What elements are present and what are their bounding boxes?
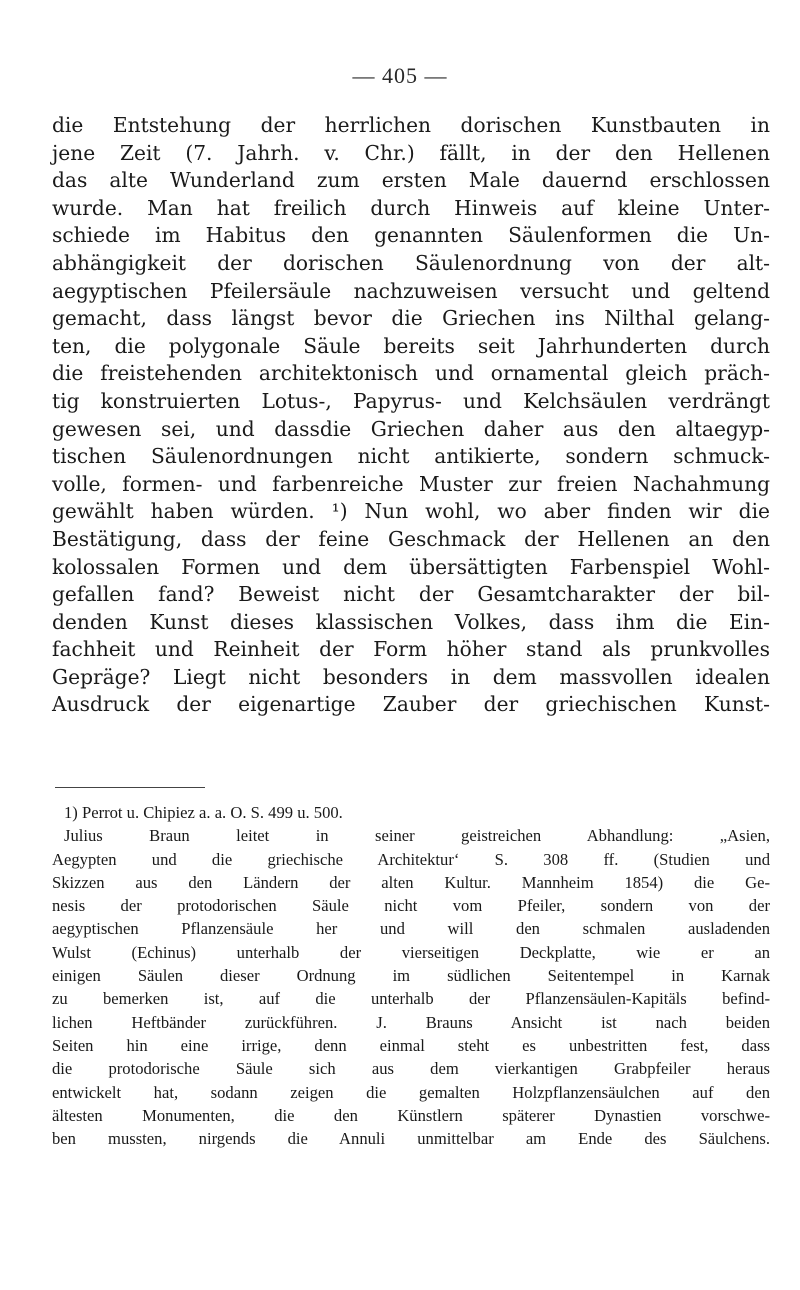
footnote-line: nesis der protodorischen Säule nicht vom Pfeiler, sondern von der xyxy=(52,896,770,916)
body-line: gewählt haben würden. ¹) Nun wohl, wo aber finden wir die xyxy=(52,499,770,524)
body-text xyxy=(52,112,770,719)
footnote-line: ben mussten, nirgends die Annuli unmittelbar am Ende des Säulchens. xyxy=(52,1129,770,1149)
page-number: — 405 — xyxy=(352,63,448,88)
footnote-line: Seiten hin eine irrige, denn einmal steht es unbestritten fest, dass xyxy=(52,1035,770,1055)
body-line: wurde. Man hat freilich durch Hinweis auf kleine Unter- xyxy=(52,195,770,220)
body-line: abhängigkeit der dorischen Säulenordnung von der alt- xyxy=(52,250,770,275)
footnote-rule xyxy=(55,787,205,788)
footnote-line: Julius Braun leitet in seiner geistreichen Abhandlung: „Asien, xyxy=(64,826,770,846)
body-line: die Entstehung der herrlichen dorischen Kunstbauten in xyxy=(52,113,770,137)
footnote-line: aegyptischen Pflanzensäule her und will den schmalen ausladenden xyxy=(52,919,770,939)
footnotes xyxy=(52,801,770,1150)
body-line: ten, die polygonale Säule bereits seit Jahrhunderten durch xyxy=(52,333,770,358)
body-line: kolossalen Formen und dem übersättigten Farbenspiel Wohl- xyxy=(52,554,770,579)
footnote-line: Skizzen aus den Ländern der alten Kultur. Mannheim 1854) die Ge- xyxy=(52,872,770,892)
footnote-line: einigen Säulen dieser Ordnung im südlichen Seitentempel in Karnak xyxy=(52,966,770,986)
footnote-line: Aegypten und die griechische Architektur‘ S. 308 ff. (Studien und xyxy=(52,849,770,869)
footnote-line: die protodorische Säule sich aus dem vierkantigen Grabpfeiler heraus xyxy=(52,1059,770,1079)
body-line: schiede im Habitus den genannten Säulenformen die Un- xyxy=(52,223,770,248)
body-line: gemacht, dass längst bevor die Griechen ins Nilthal gelang- xyxy=(52,306,770,331)
body-line: das alte Wunderland zum ersten Male dauernd erschlossen xyxy=(52,168,770,193)
body-line: gefallen fand? Beweist nicht der Gesamtcharakter der bil- xyxy=(52,582,770,607)
body-line: Ausdruck der eigenartige Zauber der griechischen Kunst- xyxy=(52,692,770,717)
footnote-line: Wulst (Echinus) unterhalb der vierseitigen Deckplatte, wie er an xyxy=(52,942,770,962)
body-line: tischen Säulenordnungen nicht antikierte, sondern schmuck- xyxy=(52,444,770,469)
footnote-line: entwickelt hat, sodann zeigen die gemalten Holzpflanzensäulchen auf den xyxy=(52,1082,770,1102)
body-line: volle, formen- und farbenreiche Muster zur freien Nachahmung xyxy=(52,471,770,496)
footnote-line: lichen Heftbänder zurückführen. J. Brauns Ansicht ist nach beiden xyxy=(52,1012,770,1032)
body-line: Bestätigung, dass der feine Geschmack der Hellenen an den xyxy=(52,526,770,551)
body-line: fachheit und Reinheit der Form höher stand als prunkvolles xyxy=(52,637,770,662)
footnote-line: 1) Perrot u. Chipiez a. a. O. S. 499 u. 500. xyxy=(64,803,343,822)
body-line: denden Kunst dieses klassischen Volkes, dass ihm die Ein- xyxy=(52,609,770,634)
body-line: tig konstruierten Lotus-, Papyrus- und Kelchsäulen verdrängt xyxy=(52,388,770,413)
body-line: die freistehenden architektonisch und ornamental gleich präch- xyxy=(52,361,770,386)
footnote-line: zu bemerken ist, auf die unterhalb der Pflanzensäulen-Kapitäls befind- xyxy=(52,989,770,1009)
body-line: gewesen sei, und dassdie Griechen daher aus den altaegyp- xyxy=(52,416,770,441)
body-line: aegyptischen Pfeilersäule nachzuweisen versucht und geltend xyxy=(52,278,770,303)
body-line: jene Zeit (7. Jahrh. v. Chr.) fällt, in der den Hellenen xyxy=(52,140,770,165)
body-line: Gepräge? Liegt nicht besonders in dem massvollen idealen xyxy=(52,664,770,689)
footnote-line: ältesten Monumenten, die den Künstlern späterer Dynastien vorschwe- xyxy=(52,1105,770,1125)
